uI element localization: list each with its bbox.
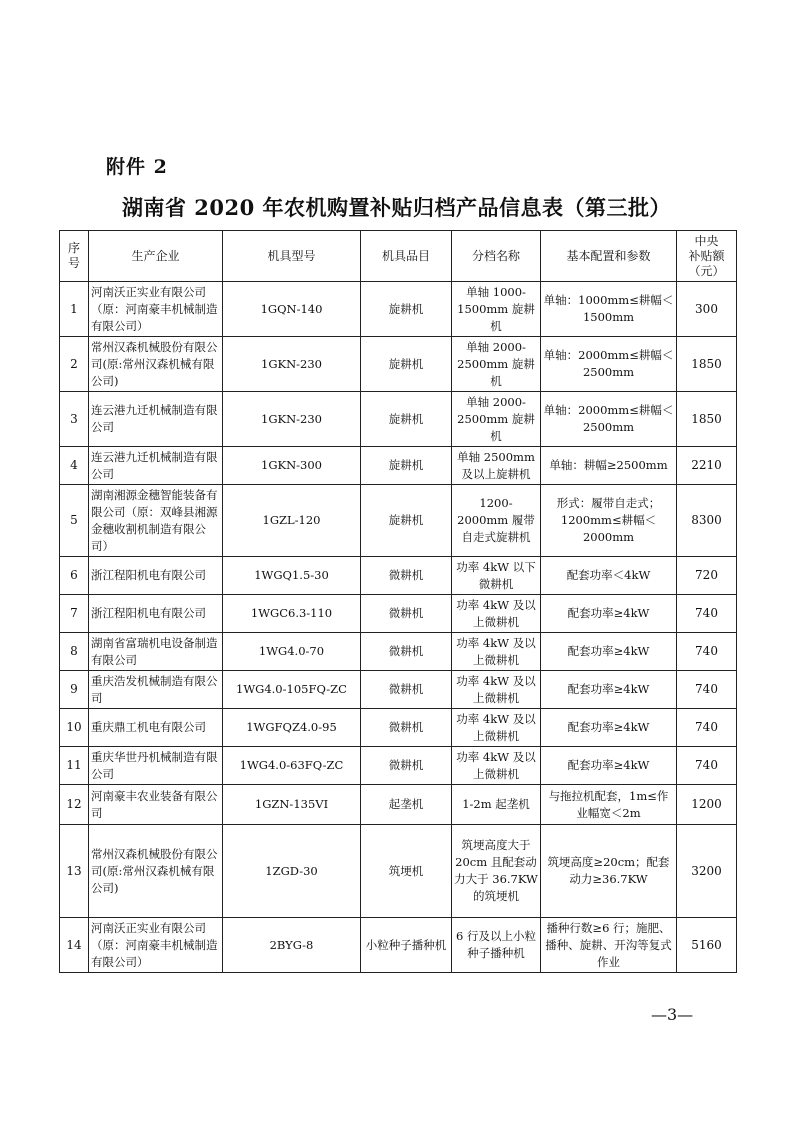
config-cell: 单轴：1000mm≤耕幅＜1500mm [541,282,677,337]
manufacturer-cell: 重庆浩发机械制造有限公司 [89,671,223,709]
seq-cell: 2 [60,337,89,392]
manufacturer-cell: 重庆华世丹机械制造有限公司 [89,747,223,785]
manufacturer-cell: 常州汉森机械股份有限公司(原:常州汉森机械有限公司) [89,337,223,392]
subsidy-cell: 740 [677,709,737,747]
attachment-label: 附件 2 [106,156,168,178]
tier-cell: 功率 4kW 及以上微耕机 [452,633,541,671]
model-cell: 1GKN-230 [223,337,361,392]
model-cell: 1WG4.0-70 [223,633,361,671]
category-cell: 微耕机 [361,557,452,595]
page-number: —3— [651,1005,694,1024]
category-cell: 筑埂机 [361,825,452,918]
tier-cell: 6 行及以上小粒种子播种机 [452,918,541,973]
model-cell: 1GZL-120 [223,485,361,557]
table-row [60,671,737,709]
model-cell: 1GKN-230 [223,392,361,447]
table-row [60,633,737,671]
table-row [60,392,737,447]
config-cell: 单轴：耕幅≥2500mm [541,447,677,485]
model-cell: 1GQN-140 [223,282,361,337]
document-title: 湖南省 2020 年农机购置补贴归档产品信息表（第三批） [121,195,672,220]
table-row [60,747,737,785]
tier-cell: 单轴 2500mm 及以上旋耕机 [452,447,541,485]
seq-cell: 8 [60,633,89,671]
seq-cell: 9 [60,671,89,709]
category-cell: 旋耕机 [361,485,452,557]
seq-cell: 7 [60,595,89,633]
config-cell: 配套功率≥4kW [541,595,677,633]
tier-cell: 单轴 2000-2500mm 旋耕机 [452,337,541,392]
config-cell: 配套功率≥4kW [541,709,677,747]
table-row [60,337,737,392]
tier-cell: 功率 4kW 以下微耕机 [452,557,541,595]
subsidy-cell: 3200 [677,825,737,918]
seq-cell: 11 [60,747,89,785]
seq-cell: 12 [60,785,89,825]
table-row [60,825,737,918]
config-cell: 单轴：2000mm≤耕幅＜2500mm [541,392,677,447]
seq-cell: 10 [60,709,89,747]
header-manufacturer: 生产企业 [89,231,223,282]
tier-cell: 单轴 2000-2500mm 旋耕机 [452,392,541,447]
subsidy-cell: 5160 [677,918,737,973]
config-cell: 筑埂高度≥20cm；配套动力≥36.7KW [541,825,677,918]
subsidy-cell: 740 [677,671,737,709]
category-cell: 微耕机 [361,671,452,709]
table-row [60,709,737,747]
seq-cell: 3 [60,392,89,447]
category-cell: 旋耕机 [361,447,452,485]
seq-cell: 6 [60,557,89,595]
category-cell: 小粒种子播种机 [361,918,452,973]
model-cell: 2BYG-8 [223,918,361,973]
tier-cell: 功率 4kW 及以上微耕机 [452,747,541,785]
manufacturer-cell: 河南豪丰农业装备有限公司 [89,785,223,825]
tier-cell: 1-2m 起垄机 [452,785,541,825]
subsidy-cell: 720 [677,557,737,595]
subsidy-cell: 740 [677,633,737,671]
model-cell: 1WGFQZ4.0-95 [223,709,361,747]
table-body [60,282,737,973]
table-row [60,485,737,557]
table-row [60,447,737,485]
header-tier: 分档名称 [452,231,541,282]
subsidy-cell: 740 [677,747,737,785]
tier-cell: 功率 4kW 及以上微耕机 [452,709,541,747]
subsidy-cell: 2210 [677,447,737,485]
config-cell: 配套功率≥4kW [541,671,677,709]
config-cell: 配套功率≥4kW [541,633,677,671]
header-category: 机具品目 [361,231,452,282]
subsidy-cell: 1850 [677,337,737,392]
tier-cell: 功率 4kW 及以上微耕机 [452,671,541,709]
header-subsidy: 中央 补贴额 （元） [677,231,737,282]
tier-cell: 1200-2000mm 履带自走式旋耕机 [452,485,541,557]
manufacturer-cell: 河南沃正实业有限公司（原：河南豪丰机械制造有限公司） [89,282,223,337]
table-header-row [60,231,737,282]
manufacturer-cell: 浙江程阳机电有限公司 [89,595,223,633]
manufacturer-cell: 河南沃正实业有限公司（原：河南豪丰机械制造有限公司） [89,918,223,973]
manufacturer-cell: 重庆鼎工机电有限公司 [89,709,223,747]
config-cell: 配套功率＜4kW [541,557,677,595]
table-row [60,918,737,973]
subsidy-cell: 1850 [677,392,737,447]
header-seq: 序 号 [60,231,89,282]
model-cell: 1WG4.0-105FQ-ZC [223,671,361,709]
config-cell: 单轴：2000mm≤耕幅＜2500mm [541,337,677,392]
tier-cell: 筑埂高度大于 20cm 且配套动力大于 36.7KW 的筑埂机 [452,825,541,918]
manufacturer-cell: 连云港九迁机械制造有限公司 [89,392,223,447]
category-cell: 旋耕机 [361,282,452,337]
manufacturer-cell: 常州汉森机械股份有限公司(原:常州汉森机械有限公司) [89,825,223,918]
model-cell: 1WGQ1.5-30 [223,557,361,595]
category-cell: 微耕机 [361,747,452,785]
category-cell: 微耕机 [361,595,452,633]
model-cell: 1GKN-300 [223,447,361,485]
manufacturer-cell: 湖南湘源金穗智能装备有限公司（原：双峰县湘源金穗收割机制造有限公司） [89,485,223,557]
model-cell: 1GZN-135VI [223,785,361,825]
manufacturer-cell: 湖南省富瑞机电设备制造有限公司 [89,633,223,671]
category-cell: 旋耕机 [361,392,452,447]
seq-cell: 13 [60,825,89,918]
tier-cell: 功率 4kW 及以上微耕机 [452,595,541,633]
model-cell: 1WGC6.3-110 [223,595,361,633]
product-info-table [59,230,737,973]
manufacturer-cell: 连云港九迁机械制造有限公司 [89,447,223,485]
manufacturer-cell: 浙江程阳机电有限公司 [89,557,223,595]
category-cell: 微耕机 [361,709,452,747]
seq-cell: 1 [60,282,89,337]
seq-cell: 14 [60,918,89,973]
config-cell: 播种行数≥6 行；施肥、播种、旋耕、开沟等复式作业 [541,918,677,973]
subsidy-cell: 8300 [677,485,737,557]
tier-cell: 单轴 1000-1500mm 旋耕机 [452,282,541,337]
table-row [60,595,737,633]
seq-cell: 4 [60,447,89,485]
header-model: 机具型号 [223,231,361,282]
config-cell: 与拖拉机配套，1m≤作业幅宽＜2m [541,785,677,825]
table-row [60,785,737,825]
subsidy-cell: 740 [677,595,737,633]
model-cell: 1WG4.0-63FQ-ZC [223,747,361,785]
header-config: 基本配置和参数 [541,231,677,282]
table-row [60,557,737,595]
category-cell: 微耕机 [361,633,452,671]
table-row [60,282,737,337]
config-cell: 配套功率≥4kW [541,747,677,785]
subsidy-cell: 1200 [677,785,737,825]
config-cell: 形式：履带自走式；1200mm≤耕幅＜2000mm [541,485,677,557]
subsidy-cell: 300 [677,282,737,337]
category-cell: 起垄机 [361,785,452,825]
seq-cell: 5 [60,485,89,557]
category-cell: 旋耕机 [361,337,452,392]
model-cell: 1ZGD-30 [223,825,361,918]
